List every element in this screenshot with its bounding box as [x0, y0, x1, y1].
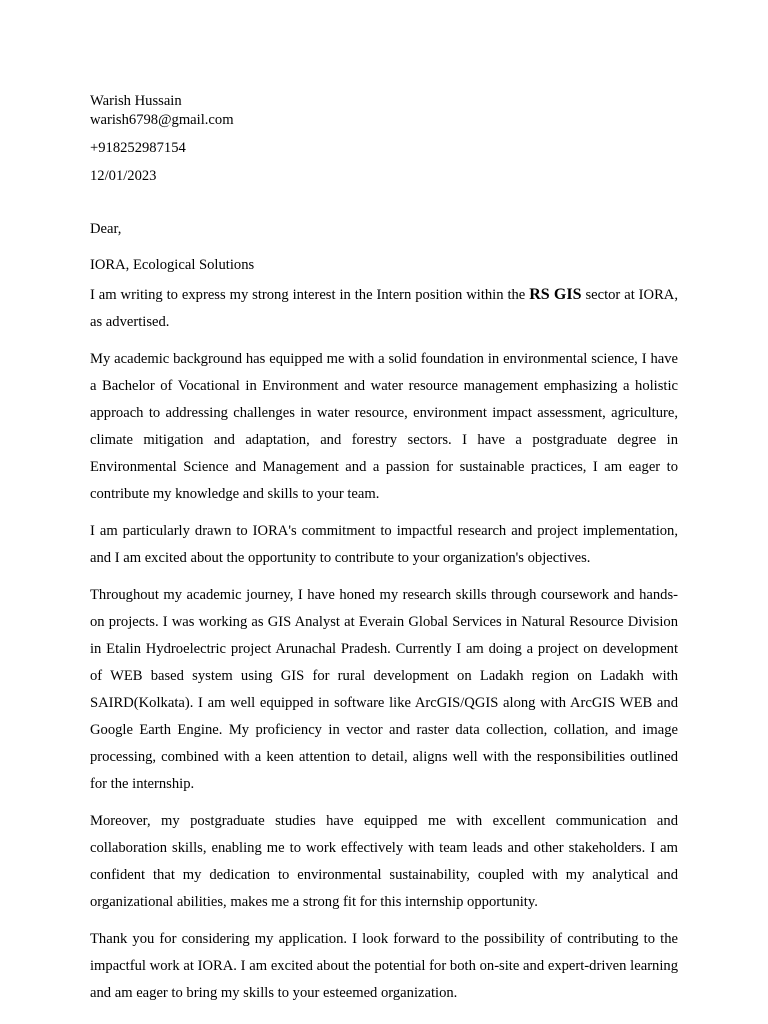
intro-text-end: sector at IORA, as advertised. — [90, 287, 678, 330]
letter-page — [90, 92, 678, 1007]
paragraph-background: My academic background has equipped me with a solid foundation in environmental science, I have a Bachelor of Vocational in Environment and water resource management emphasizing a holistic approach to addressing challenges in water resource, environment impact assessment, agriculture, climate mitigation and adaptation, and forestry sectors. I have a postgraduate degree in Environmental Science and Management and a passion for sustainable practices, I am eager to contribute my knowledge and skills to your team. — [90, 351, 678, 502]
intro-text-start: I am writing to express my strong interest in the Intern position within the — [90, 287, 530, 303]
paragraph-intro — [90, 281, 678, 336]
sender-phone: +918252987154 — [90, 140, 186, 156]
paragraph-motivation: I am particularly drawn to IORA's commitment to impactful research and project implementation, and I am excited about the opportunity to contribute to your organization's objectives. — [90, 523, 678, 566]
paragraph-experience: Throughout my academic journey, I have honed my research skills through coursework and hands-on projects. I was working as GIS Analyst at Everain Global Services in Natural Resource Division in Etalin Hydroelectric project Arunachal Pradesh. Currently I am doing a project on development of WEB based system using GIS for rural development on Ladakh region on Ladakh with SAIRD(Kolkata). I am well equipped in software like ArcGIS/QGIS along with ArcGIS WEB and Google Earth Engine. My proficiency in vector and raster data collection, collation, and image processing, combined with a keen attention to detail, aligns well with the responsibilities outlined for the internship. — [90, 587, 678, 792]
sender-name: Warish Hussain — [90, 93, 182, 109]
recipient: IORA, Ecological Solutions — [90, 257, 255, 273]
greeting: Dear, — [90, 221, 122, 237]
letter-date: 12/01/2023 — [90, 168, 157, 184]
rs-gis-highlight: RS GIS — [529, 286, 582, 303]
paragraph-closing: Thank you for considering my application. I look forward to the possibility of contributing to the impactful work at IORA. I am excited about the potential for both on-site and expert-driven learning and am eager to bring my skills to your esteemed organization. — [90, 931, 678, 1001]
paragraph-skills: Moreover, my postgraduate studies have equipped me with excellent communication and collaboration skills, enabling me to work effectively with team leads and other stakeholders. I am confident that my dedication to environmental sustainability, coupled with my analytical and organizational abilities, makes me a strong fit for this internship opportunity. — [90, 813, 678, 910]
sender-email: warish6798@gmail.com — [90, 112, 234, 128]
